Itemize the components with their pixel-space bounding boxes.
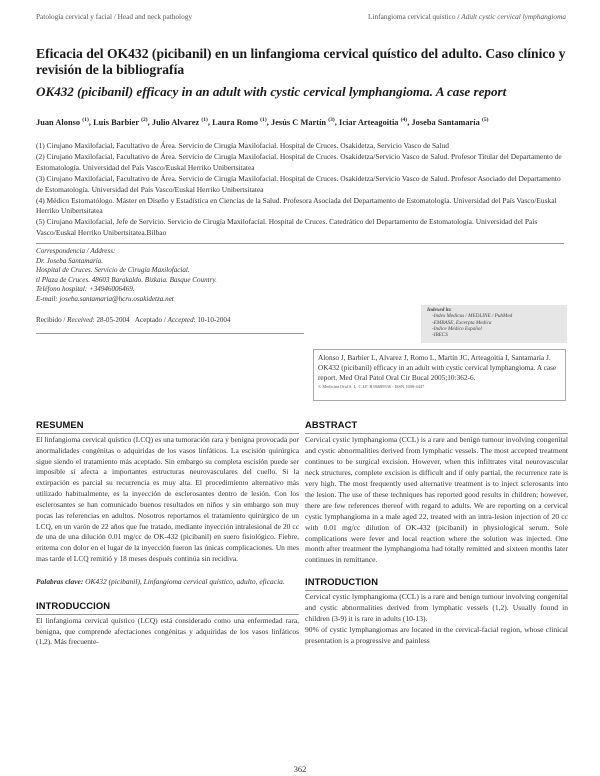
affiliation: (1) Cirujano Maxilofacial, Facultativo de Área. Servicio de Cirugía Maxilofacial. Hospital de Cruces. Osakidetza, Servicio Vasco de Salud	[36, 141, 449, 150]
author: Laura Romo $^{(1)}$	[212, 117, 267, 127]
keywords: Palabras clave: OK432 (picibanil), Linfangioma cervical quístico, adulto, eficacia.	[36, 576, 285, 586]
author: Luis Barbier $^{(2)}$	[93, 117, 148, 127]
divider	[36, 243, 564, 244]
author: Jesús C Martín $^{(3)}$	[271, 117, 335, 127]
email-address: E-mail: joseba.santamaria@hcru.osakidetza.net	[36, 294, 174, 303]
index-item: -Indice Médico Español	[432, 325, 482, 332]
page-number: 362	[293, 765, 307, 774]
received-accepted-dates: Recibido / Received: 28-05-2004 Aceptado / Accepted: 10-10-2004	[36, 316, 231, 324]
section-heading-abstract: ABSTRACT	[305, 419, 358, 430]
section-heading-introduccion: INTRODUCCION	[36, 599, 111, 611]
section-heading-introduction: INTRODUCTION	[305, 576, 379, 588]
divider	[36, 433, 299, 434]
divider	[36, 333, 304, 334]
abstract-text: Cervical cystic lymphangioma (CCL) is a rare and benign tumour involving congenital and cystic abnormalities derived from lymphatic vessels. The most accepted treatment continues to be surgical excision. However, when this infiltrates vital neurovascular neck structures, complete excision is difficult and if only partial, the recurrence rate is very high. The most frequently used alternative treatment is to inject sclerosants into the lesion. The use of these techniques has reported good results in children; however, there are few references thereof with regard to adults. We are reporting on a cervical cystic lymphangioma in a male aged 22, treated with an intra-lesion injection of 20 cc with 0.01 mg/cc dilution of OK-432 (picibanil) in physiological serum. Sole complications were fever and local reaction where the solution was injected. One month after treatment the lymphangioma had totally remitted and sixteen months later continues in remittance.	[305, 434, 568, 565]
divider	[36, 614, 299, 615]
affiliation: (4) Médico Estomatólogo. Máster en Diseño y Estadística en Ciencias de la Salud. Profesora Asociada del Departamento de Estomatología. Universidad del País Vasco/Euskal Herriko Unibertsitatea	[36, 195, 557, 216]
introduction-text: 90% of cystic lymphangiomas are located in the cervical-facial region, whose clinical presentation is a progressive and painless	[305, 625, 568, 646]
introduction-text: Cervical cystic lymphangioma (CCL) is a rare and benign tumour involving congenital and cystic abnormalities derived from lymphatic vessels (1,2). Usually found in children (3-9) it is rare in adults (10-13).	[305, 592, 568, 624]
left-column	[36, 420, 299, 648]
affiliations	[36, 141, 568, 239]
author: Juan Alonso $^{(1)}$	[36, 117, 89, 127]
section-heading-resumen: RESUMEN	[36, 419, 84, 430]
author: Joseba Santamaría $^{(5)}$	[411, 117, 489, 127]
running-header	[36, 12, 566, 26]
resumen-text: El linfangioma cervical quístico (LCQ) es una tumoración rara y benigna provocada por anormalidades congénitas o adquiridas de los vasos linfáticos. La escisión quirúrgica sigue siendo el tratamiento más aceptado. Sin embargo su completa escisión puede ser imposible si afecta a importantes estructuras neurovasculares del cuello. Si la extirpación es parcial su recurrencia es muy alta. El procedimiento alternativo más utilizado habitualmente, es la inyección de esclerosantes dentro de lesión. Con los esclerosantes se han comunicado buenos resultados en niños y sin embargo son muy pocas las referencias en adultos. Nosotros reportamos el tratamiento quirúrgico de un LCQ, en un varón de 22 años que fue tratado, mediante inyección intralesional de 20 cc de una de una dilución 0.01 mg/cc de OK-432 (picibanil) en suero fisiológico. Fiebre, eritema con dolor en el lugar de la inyección fueron las únicas complicaciones. Un mes mas tarde el LCQ remitió y 18 meses después continúa sin recidiva.	[36, 434, 299, 564]
author-list: Juan Alonso $^{(1)}$, Luis Barbier $^{(2)}$, Julio Alvarez $^{(1)}$, Laura Romo $^{(1)}$, Jesús C Martín $^{(3)}$, Iciar Arteagoitia $^{(4)}$, Joseba Santamaría $^{(5)}$	[36, 117, 489, 127]
indexed-in-box: Indexed in: -Index Medicus / MEDLINE / PubMed -EMBASE, Excerpta Medica -Indice Médico Español -IBECS	[421, 305, 567, 343]
title-english: OK432 (picibanil) efficacy in an adult with cystic cervical lymphangioma. A case report	[36, 84, 507, 99]
divider	[305, 433, 568, 434]
citation-box: Alonso J, Barbier L, Alvarez J, Romo L, Martín JC, Arteagoitia I, Santamaría J. OK432 (picibanil) efficacy in an adult with cystic cervical lymphangioma. A case report. Med Oral Patol Oral Cir Bucal 2005;10:362-6. © Medicina Oral S. L. C.I.F. B 96689336 - ISSN 1698-4447	[313, 349, 566, 401]
header-right: Linfangioma cervical quístico / Adult cystic cervical lymphangioma	[368, 12, 566, 21]
right-column	[305, 420, 568, 647]
affiliation: (5) Cirujano Maxilofacial, Jefe de Servicio. Servicio de Cirugía Maxilofacial. Hospital de Cruces. Catedrático del Departamento de Estomatología. Universidad del País Vasco/Euskal Herriko Unibertsitatea.Bilbao	[36, 217, 538, 238]
introduccion-text: El linfangioma cervical quístico (LCQ) está considerado como una enfermedad rara, benigna, que comprende afectaciones congénitas y adquiridas de los vasos linfáticos (1,2). Más frecuente-	[36, 615, 299, 647]
affiliation: (3) Cirujano Maxilofacial, Facultativo de Área. Servicio de Cirugía Maxilofacial. Hospital de Cruces. Osakidetza/Servicio Vasco de Salud. Profesor Asociado del Departamento de Estomatología. Universidad del País Vasco/Euskal Herriko Unibertsitatea	[36, 173, 561, 194]
affiliation: (2) Cirujano Maxilofacial, Facultativo de Área. Servicio de Cirugía Maxilofacial. Hospital de Cruces. Osakidetza/Servicio Vasco de Salud. Profesor Titular del Departamento de Estomatología. Universidad del País Vasco/Euskal Herriko Unibertsitatea	[36, 151, 562, 172]
divider	[305, 590, 568, 591]
index-item: -IBECS	[432, 332, 448, 339]
header-left: Patología cervical y facial / Head and neck pathology	[36, 12, 193, 21]
correspondence-block: Correspondencia / Address: Dr. Joseba Santamaría. Hospital de Cruces. Servicio de Cirugía Maxilofacial. tl Plaza de Cruces. 48603 Barakaldo. Bizkaia. Basque Country. Teléfono hospital: +34946006469. E-mail: joseba.santamaria@hcru.osakidetza.net	[36, 247, 336, 305]
author: Iciar Arteagoitia $^{(4)}$	[339, 117, 408, 127]
title-spanish: Eficacia del OK432 (picibanil) en un linfangioma cervical quístico del adulto. Caso clínico y revisión de la bibliografía	[36, 46, 566, 77]
index-item: -Index Medicus / MEDLINE / PubMed	[432, 313, 513, 320]
author: Julio Alvarez $^{(1)}$	[151, 117, 208, 127]
index-item: -EMBASE, Excerpta Medica	[432, 319, 492, 326]
